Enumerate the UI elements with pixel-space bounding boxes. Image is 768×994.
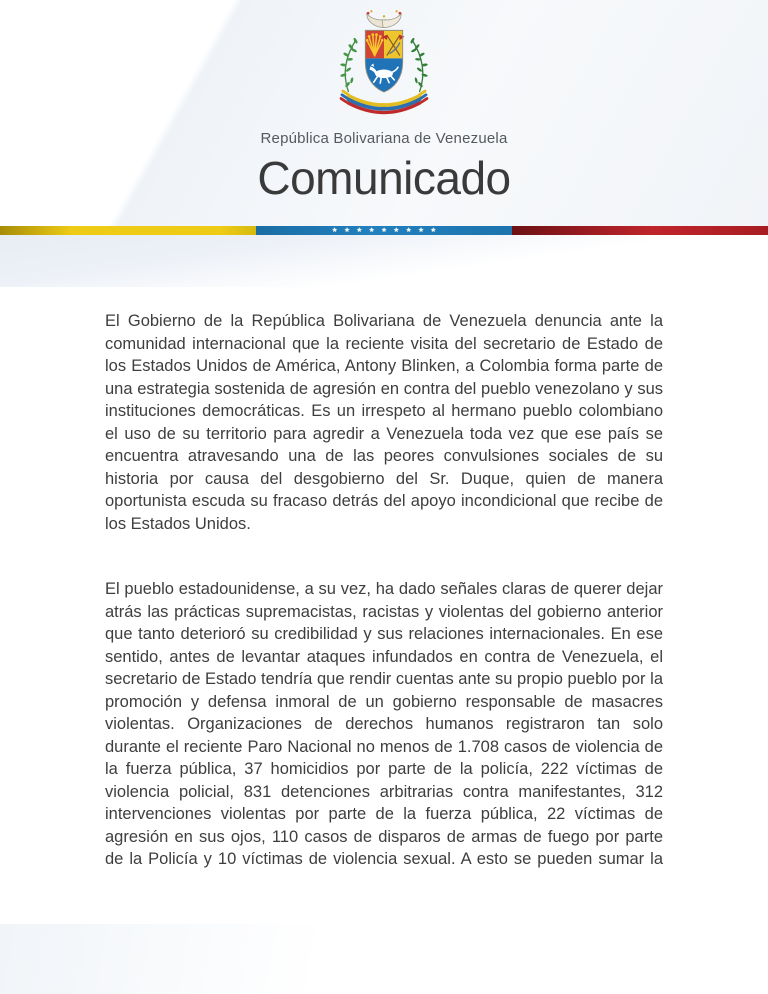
star-icon: ★ [356, 227, 363, 234]
paragraph-1: El Gobierno de la República Bolivariana de Venezuela denuncia ante la comunidad internacional que la reciente visita del secretario de Estado de los Estados Unidos de América, Antony Blinken, a Colombia forma parte de una estrategia sostenida de agresión en contra del pueblo venezolano y sus instituciones democráticas. Es un irrespeto al hermano pueblo colombiano el uso de su territorio para agredir a Venezuela toda vez que ese país se encuentra atravesando una de las peores convulsiones sociales de su historia por causa del desgobierno del Sr. Duque, quien de manera oportunista escuda su fracaso detrás del apoyo incondicional que recibe de los Estados Unidos. [105, 312, 663, 533]
star-icon: ★ [331, 227, 338, 234]
star-icon: ★ [368, 227, 375, 234]
flag-stripe [0, 226, 768, 235]
star-icon: ★ [381, 227, 387, 234]
header [0, 0, 768, 203]
star-icon: ★ [344, 227, 350, 234]
star-icon: ★ [418, 227, 424, 234]
stripe-yellow-segment [0, 226, 256, 235]
star-icon: ★ [430, 227, 437, 234]
flag-stars [256, 226, 512, 235]
ribbon-icon [341, 91, 427, 112]
paragraph-2: El pueblo estadounidense, a su vez, ha dado señales claras de querer dejar atrás las prácticas supremacistas, racistas y violentas del gobierno anterior que tanto deterioró su credibilidad y sus relaciones internacionales. En ese sentido, antes de levantar ataques infundados en contra de Venezuela, el secretario de Estado tendría que rendir cuentas ante su propio pueblo por la promoción y defensa inmoral de un gobierno responsable de masacres violentas. Organizaciones de derechos humanos registraron tan solo durante el reciente Paro Nacional no menos de 1.708 casos de violencia de la fuerza pública, 37 homicidios por parte de la policía, 222 víctimas de violencia policial, 831 detenciones arbitrarias contra manifestantes, 312 intervenciones violentas por parte de la fuerza pública, 22 víctimas de agresión en sus ojos, 110 casos de disparos de armas de fuego por parte de la Policía y 10 víctimas de violencia sexual. A esto se pueden sumar la [105, 580, 663, 868]
laurel-branch-icon [340, 37, 358, 92]
shield [365, 30, 404, 92]
page-title: Comunicado [257, 152, 511, 204]
stripe-blue-segment [256, 226, 512, 235]
institution-name: República Bolivariana de Venezuela [260, 130, 508, 147]
venezuela-coat-of-arms-icon [328, 6, 440, 122]
star-icon: ★ [405, 227, 412, 234]
palm-branch-icon [410, 37, 428, 92]
document-body [105, 310, 663, 871]
cornucopia-icon [367, 10, 402, 27]
star-icon: ★ [393, 227, 400, 234]
stripe-red-segment [512, 226, 768, 235]
